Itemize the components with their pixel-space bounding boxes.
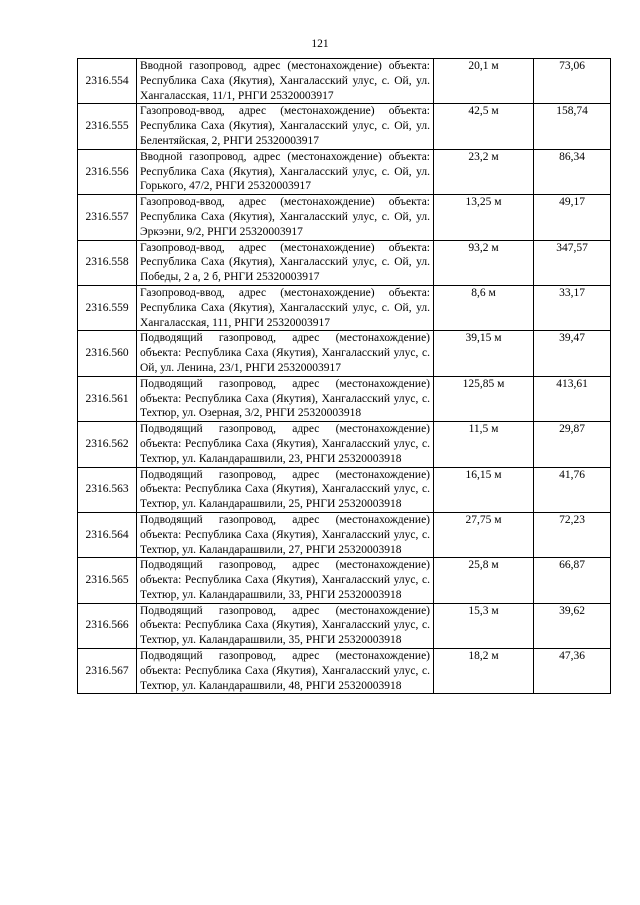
object-length: 18,2 м xyxy=(434,649,534,694)
row-number: 2316.558 xyxy=(78,240,137,285)
object-length: 25,8 м xyxy=(434,558,534,603)
object-value: 39,62 xyxy=(534,603,611,648)
object-description: Подводящий газопровод, адрес (местонахождение) объекта: Республика Саха (Якутия), Хангаласский улус, с. Техтюр, ул. Каландарашвили, 35, РНГИ 25320003918 xyxy=(137,603,434,648)
table-row xyxy=(78,149,611,194)
object-value: 66,87 xyxy=(534,558,611,603)
table-row xyxy=(78,195,611,240)
object-description: Подводящий газопровод, адрес (местонахождение) объекта: Республика Саха (Якутия), Хангаласский улус, с. Техтюр, ул. Озерная, 3/2, РНГИ 25320003918 xyxy=(137,376,434,421)
object-value: 158,74 xyxy=(534,104,611,149)
object-value: 73,06 xyxy=(534,59,611,104)
object-value: 29,87 xyxy=(534,422,611,467)
row-number: 2316.563 xyxy=(78,467,137,512)
row-number: 2316.566 xyxy=(78,603,137,648)
object-description: Газопровод-ввод, адрес (местонахождение) объекта: Республика Саха (Якутия), Хангаласский улус, с. Ой, ул. Эркээни, 9/2, РНГИ 25320003917 xyxy=(137,195,434,240)
object-length: 8,6 м xyxy=(434,285,534,330)
object-description: Подводящий газопровод, адрес (местонахождение) объекта: Республика Саха (Якутия), Хангаласский улус, с. Техтюр, ул. Каландарашвили, 27, РНГИ 25320003918 xyxy=(137,512,434,557)
object-description: Подводящий газопровод, адрес (местонахождение) объекта: Республика Саха (Якутия), Хангаласский улус, с. Техтюр, ул. Каландарашвили, 33, РНГИ 25320003918 xyxy=(137,558,434,603)
object-description: Подводящий газопровод, адрес (местонахождение) объекта: Республика Саха (Якутия), Хангаласский улус, с. Ой, ул. Ленина, 23/1, РНГИ 25320003917 xyxy=(137,331,434,376)
object-description: Газопровод-ввод, адрес (местонахождение) объекта: Республика Саха (Якутия), Хангаласский улус, с. Ой, ул. Победы, 2 а, 2 б, РНГИ 25320003917 xyxy=(137,240,434,285)
object-value: 413,61 xyxy=(534,376,611,421)
object-description: Газопровод-ввод, адрес (местонахождение) объекта: Республика Саха (Якутия), Хангаласский улус, с. Ой, ул. Хангаласская, 111, РНГИ 25320003917 xyxy=(137,285,434,330)
row-number: 2316.565 xyxy=(78,558,137,603)
table-row xyxy=(78,467,611,512)
object-length: 23,2 м xyxy=(434,149,534,194)
row-number: 2316.560 xyxy=(78,331,137,376)
object-description: Газопровод-ввод, адрес (местонахождение) объекта: Республика Саха (Якутия), Хангаласский улус, с. Ой, ул. Белентяйская, 2, РНГИ 25320003917 xyxy=(137,104,434,149)
table-row xyxy=(78,422,611,467)
object-length: 16,15 м xyxy=(434,467,534,512)
row-number: 2316.556 xyxy=(78,149,137,194)
table-row xyxy=(78,649,611,694)
table-row xyxy=(78,331,611,376)
table-row xyxy=(78,285,611,330)
object-value: 33,17 xyxy=(534,285,611,330)
row-number: 2316.557 xyxy=(78,195,137,240)
object-value: 47,36 xyxy=(534,649,611,694)
row-number: 2316.567 xyxy=(78,649,137,694)
table-row xyxy=(78,558,611,603)
object-length: 11,5 м xyxy=(434,422,534,467)
object-description: Вводной газопровод, адрес (местонахождение) объекта: Республика Саха (Якутия), Хангаласский улус, с. Ой, ул. Хангаласская, 11/1, РНГИ 25320003917 xyxy=(137,59,434,104)
object-length: 15,3 м xyxy=(434,603,534,648)
object-length: 93,2 м xyxy=(434,240,534,285)
object-length: 39,15 м xyxy=(434,331,534,376)
object-value: 86,34 xyxy=(534,149,611,194)
object-length: 27,75 м xyxy=(434,512,534,557)
object-length: 42,5 м xyxy=(434,104,534,149)
row-number: 2316.555 xyxy=(78,104,137,149)
row-number: 2316.564 xyxy=(78,512,137,557)
table-row xyxy=(78,376,611,421)
registry-table xyxy=(77,58,611,694)
object-value: 39,47 xyxy=(534,331,611,376)
table-row xyxy=(78,603,611,648)
table-row xyxy=(78,240,611,285)
row-number: 2316.562 xyxy=(78,422,137,467)
object-value: 72,23 xyxy=(534,512,611,557)
object-description: Подводящий газопровод, адрес (местонахождение) объекта: Республика Саха (Якутия), Хангаласский улус, с. Техтюр, ул. Каландарашвили, 23, РНГИ 25320003918 xyxy=(137,422,434,467)
object-length: 13,25 м xyxy=(434,195,534,240)
object-description: Вводной газопровод, адрес (местонахождение) объекта: Республика Саха (Якутия), Хангаласский улус, с. Ой, ул. Горького, 47/2, РНГИ 25320003917 xyxy=(137,149,434,194)
object-value: 41,76 xyxy=(534,467,611,512)
row-number: 2316.561 xyxy=(78,376,137,421)
object-value: 347,57 xyxy=(534,240,611,285)
row-number: 2316.559 xyxy=(78,285,137,330)
table-row xyxy=(78,512,611,557)
row-number: 2316.554 xyxy=(78,59,137,104)
object-value: 49,17 xyxy=(534,195,611,240)
object-description: Подводящий газопровод, адрес (местонахождение) объекта: Республика Саха (Якутия), Хангаласский улус, с. Техтюр, ул. Каландарашвили, 25, РНГИ 25320003918 xyxy=(137,467,434,512)
page-number: 121 xyxy=(311,38,329,50)
object-length: 20,1 м xyxy=(434,59,534,104)
object-length: 125,85 м xyxy=(434,376,534,421)
table-row xyxy=(78,104,611,149)
object-description: Подводящий газопровод, адрес (местонахождение) объекта: Республика Саха (Якутия), Хангаласский улус, с. Техтюр, ул. Каландарашвили, 48, РНГИ 25320003918 xyxy=(137,649,434,694)
table-row xyxy=(78,59,611,104)
